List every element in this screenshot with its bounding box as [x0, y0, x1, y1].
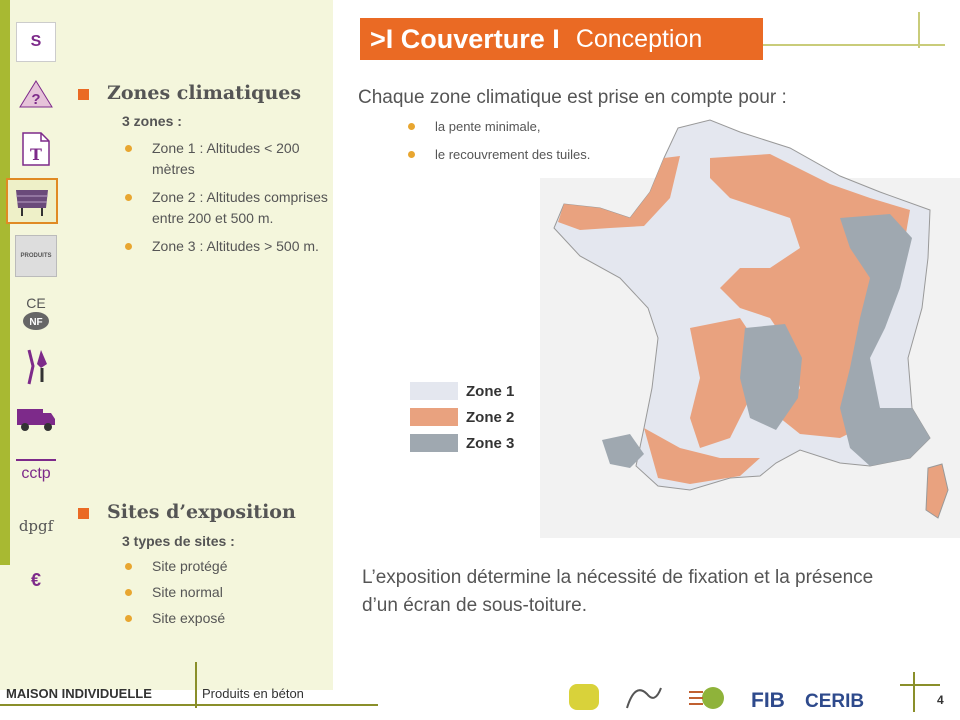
sites-sub: 3 types de sites : [122, 533, 235, 549]
list-item: Zone 3 : Altitudes > 500 m. [122, 236, 330, 257]
dpgf-icon: dpgf [18, 516, 54, 535]
svg-text:FIB: FIB [751, 689, 785, 712]
list-item: le recouvrement des tuiles. [408, 146, 590, 164]
eg-logo [627, 688, 661, 708]
list-item: Zone 2 : Altitudes comprises entre 200 et 500 m. [122, 187, 330, 229]
bullet-dot-icon [408, 123, 415, 130]
roof-panel-icon [12, 184, 52, 218]
sidebar-item-roof[interactable] [6, 178, 58, 224]
zones-sub: 3 zones : [122, 113, 182, 129]
title-main: >I Couverture I [370, 23, 560, 54]
corner-mark-horizontal [900, 684, 940, 686]
list-item: Site exposé [122, 608, 322, 629]
zones-list [122, 138, 330, 264]
bullet-dot-icon [125, 145, 132, 152]
footer-divider [195, 662, 197, 708]
svg-text:NF: NF [29, 317, 43, 328]
bullet-square-icon [78, 508, 89, 519]
green-stripe [0, 0, 10, 565]
intro-text: Chaque zone climatique est prise en compte pour : [358, 87, 787, 108]
svg-text:T: T [30, 145, 42, 164]
ce-nf-icon [19, 292, 53, 332]
bullet-square-icon [78, 89, 89, 100]
s-square-icon: S [16, 22, 56, 62]
bullet-dot-icon [408, 151, 415, 158]
legend-item: Zone 1 [410, 378, 532, 404]
svg-text:?: ? [31, 91, 41, 108]
footer-subtitle: Produits en béton [202, 686, 304, 701]
footer-title: MAISON INDIVIDUELLE [6, 686, 152, 701]
legend-item: Zone 2 [410, 404, 532, 430]
euro-icon: € [30, 569, 41, 590]
produits-icon: PRODUITS [15, 235, 57, 277]
corner-mark-vertical [913, 672, 915, 712]
legend-swatch [410, 382, 458, 400]
sidebar-item-cctp[interactable] [14, 449, 58, 493]
title-banner [360, 18, 763, 60]
header-divider [918, 12, 920, 48]
svg-text:CERIB: CERIB [805, 691, 865, 712]
title-sub: Conception [575, 24, 703, 53]
legend-item: Zone 3 [410, 430, 532, 456]
text-document-icon [21, 131, 51, 167]
sites-list [122, 556, 322, 634]
fib-logo [751, 689, 785, 712]
sidebar-item-document[interactable] [14, 127, 58, 171]
footer-line [0, 704, 378, 706]
sidebar-item-truck[interactable] [14, 396, 58, 440]
question-triangle-icon [18, 78, 54, 110]
cerib-logo [805, 691, 864, 712]
page-number: 4 [937, 693, 944, 707]
list-item: Site normal [122, 582, 322, 603]
cctp-icon: cctp [16, 459, 56, 483]
bullet-dot-icon [125, 615, 132, 622]
sidebar-item-produits[interactable] [14, 234, 58, 278]
sidebar-item-tools[interactable] [14, 344, 58, 388]
legend-swatch [410, 434, 458, 452]
list-item: Zone 1 : Altitudes < 200 mètres [122, 138, 330, 180]
bullet-dot-icon [125, 194, 132, 201]
bullet-dot-icon [125, 589, 132, 596]
sidebar-item-help[interactable] [14, 72, 58, 116]
svg-text:CE: CE [26, 295, 46, 311]
cstb-logo [569, 684, 599, 710]
batiment-logo [689, 687, 724, 709]
partner-logos [565, 680, 885, 714]
zones-heading: Zones climatiques [78, 82, 301, 104]
list-item: la pente minimale, [408, 118, 590, 136]
tools-icon [19, 346, 53, 386]
sidebar-item-certification[interactable] [14, 290, 58, 334]
exposition-text: L’exposition détermine la nécessité de fixation et la présence d’un écran de sous-toiture. [362, 567, 874, 616]
legend-swatch [410, 408, 458, 426]
truck-icon [15, 403, 57, 433]
sidebar-item-euro[interactable] [14, 558, 58, 602]
sites-heading: Sites d’exposition [78, 501, 296, 523]
map-legend [410, 378, 532, 460]
france-zones-map [540, 118, 960, 538]
bullet-dot-icon [125, 563, 132, 570]
list-item: Site protégé [122, 556, 322, 577]
bullet-dot-icon [125, 243, 132, 250]
sidebar-item-sommaire[interactable] [14, 20, 58, 64]
sidebar-item-dpgf[interactable] [14, 504, 58, 548]
